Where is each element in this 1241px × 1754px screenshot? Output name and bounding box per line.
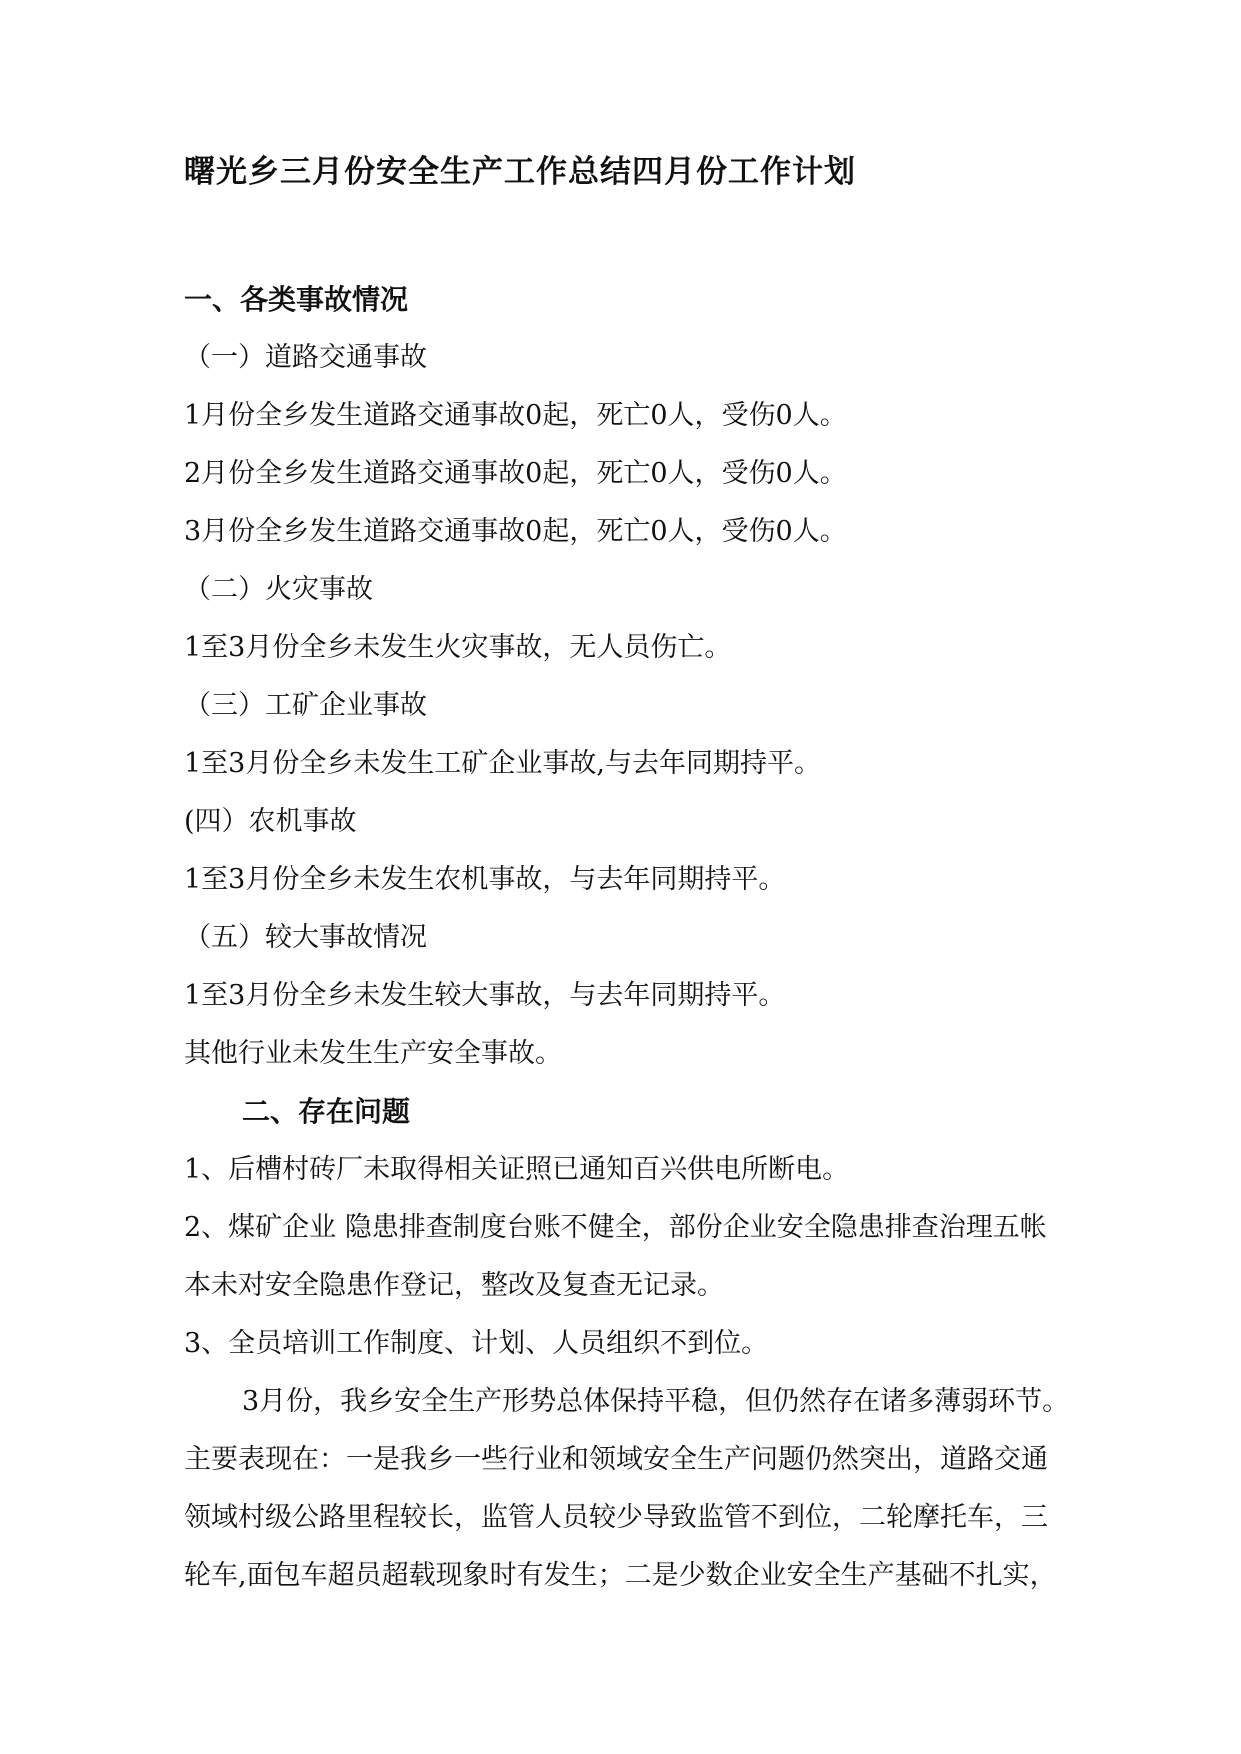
paragraph-line: 1至3月份全乡未发生农机事故，与去年同期持平。 <box>184 864 786 895</box>
section-heading-accidents: 一、各类事故情况 <box>184 283 409 316</box>
paragraph-line: 2月份全乡发生道路交通事故0起，死亡0人，受伤0人。 <box>184 458 847 489</box>
paragraph-line: 3月份全乡发生道路交通事故0起，死亡0人，受伤0人。 <box>184 516 847 547</box>
problem-item-continuation: 本未对安全隐患作登记，整改及复查无记录。 <box>184 1270 724 1301</box>
problem-item: 2、煤矿企业 隐患排查制度台账不健全，部份企业安全隐患排查治理五帐 <box>184 1212 1047 1243</box>
paragraph-line: 领域村级公路里程较长，监管人员较少导致监管不到位，二轮摩托车，三 <box>184 1502 1048 1533</box>
problem-item: 3、全员培训工作制度、计划、人员组织不到位。 <box>184 1328 769 1359</box>
document-body <box>184 271 1114 1605</box>
problem-item: 1、后槽村砖厂未取得相关证照已通知百兴供电所断电。 <box>184 1154 850 1185</box>
paragraph-line: 3月份，我乡安全生产形势总体保持平稳，但仍然存在诸多薄弱环节。 <box>242 1386 1070 1417</box>
subheading-fire: （二）火灾事故 <box>184 574 373 605</box>
subheading-road-traffic: （一）道路交通事故 <box>184 342 427 373</box>
paragraph-line: 1月份全乡发生道路交通事故0起，死亡0人，受伤0人。 <box>184 400 847 431</box>
paragraph-line: 1至3月份全乡未发生火灾事故，无人员伤亡。 <box>184 632 732 663</box>
section-heading-problems: 二、存在问题 <box>242 1095 411 1128</box>
paragraph-line: 1至3月份全乡未发生较大事故，与去年同期持平。 <box>184 980 786 1011</box>
document-title: 曙光乡三月份安全生产工作总结四月份工作计划 <box>184 154 856 190</box>
subheading-industrial-mining: （三）工矿企业事故 <box>184 690 427 721</box>
paragraph-line: 轮车,面包车超员超载现象时有发生；二是少数企业安全生产基础不扎实， <box>184 1560 1057 1591</box>
paragraph-line: 其他行业未发生生产安全事故。 <box>184 1038 562 1069</box>
paragraph-line: 主要表现在：一是我乡一些行业和领域安全生产问题仍然突出，道路交通 <box>184 1444 1048 1475</box>
paragraph-line: 1至3月份全乡未发生工矿企业事故,与去年同期持平。 <box>184 748 821 779</box>
subheading-major-accidents: （五）较大事故情况 <box>184 922 427 953</box>
subheading-agricultural-machinery: (四）农机事故 <box>184 806 357 837</box>
